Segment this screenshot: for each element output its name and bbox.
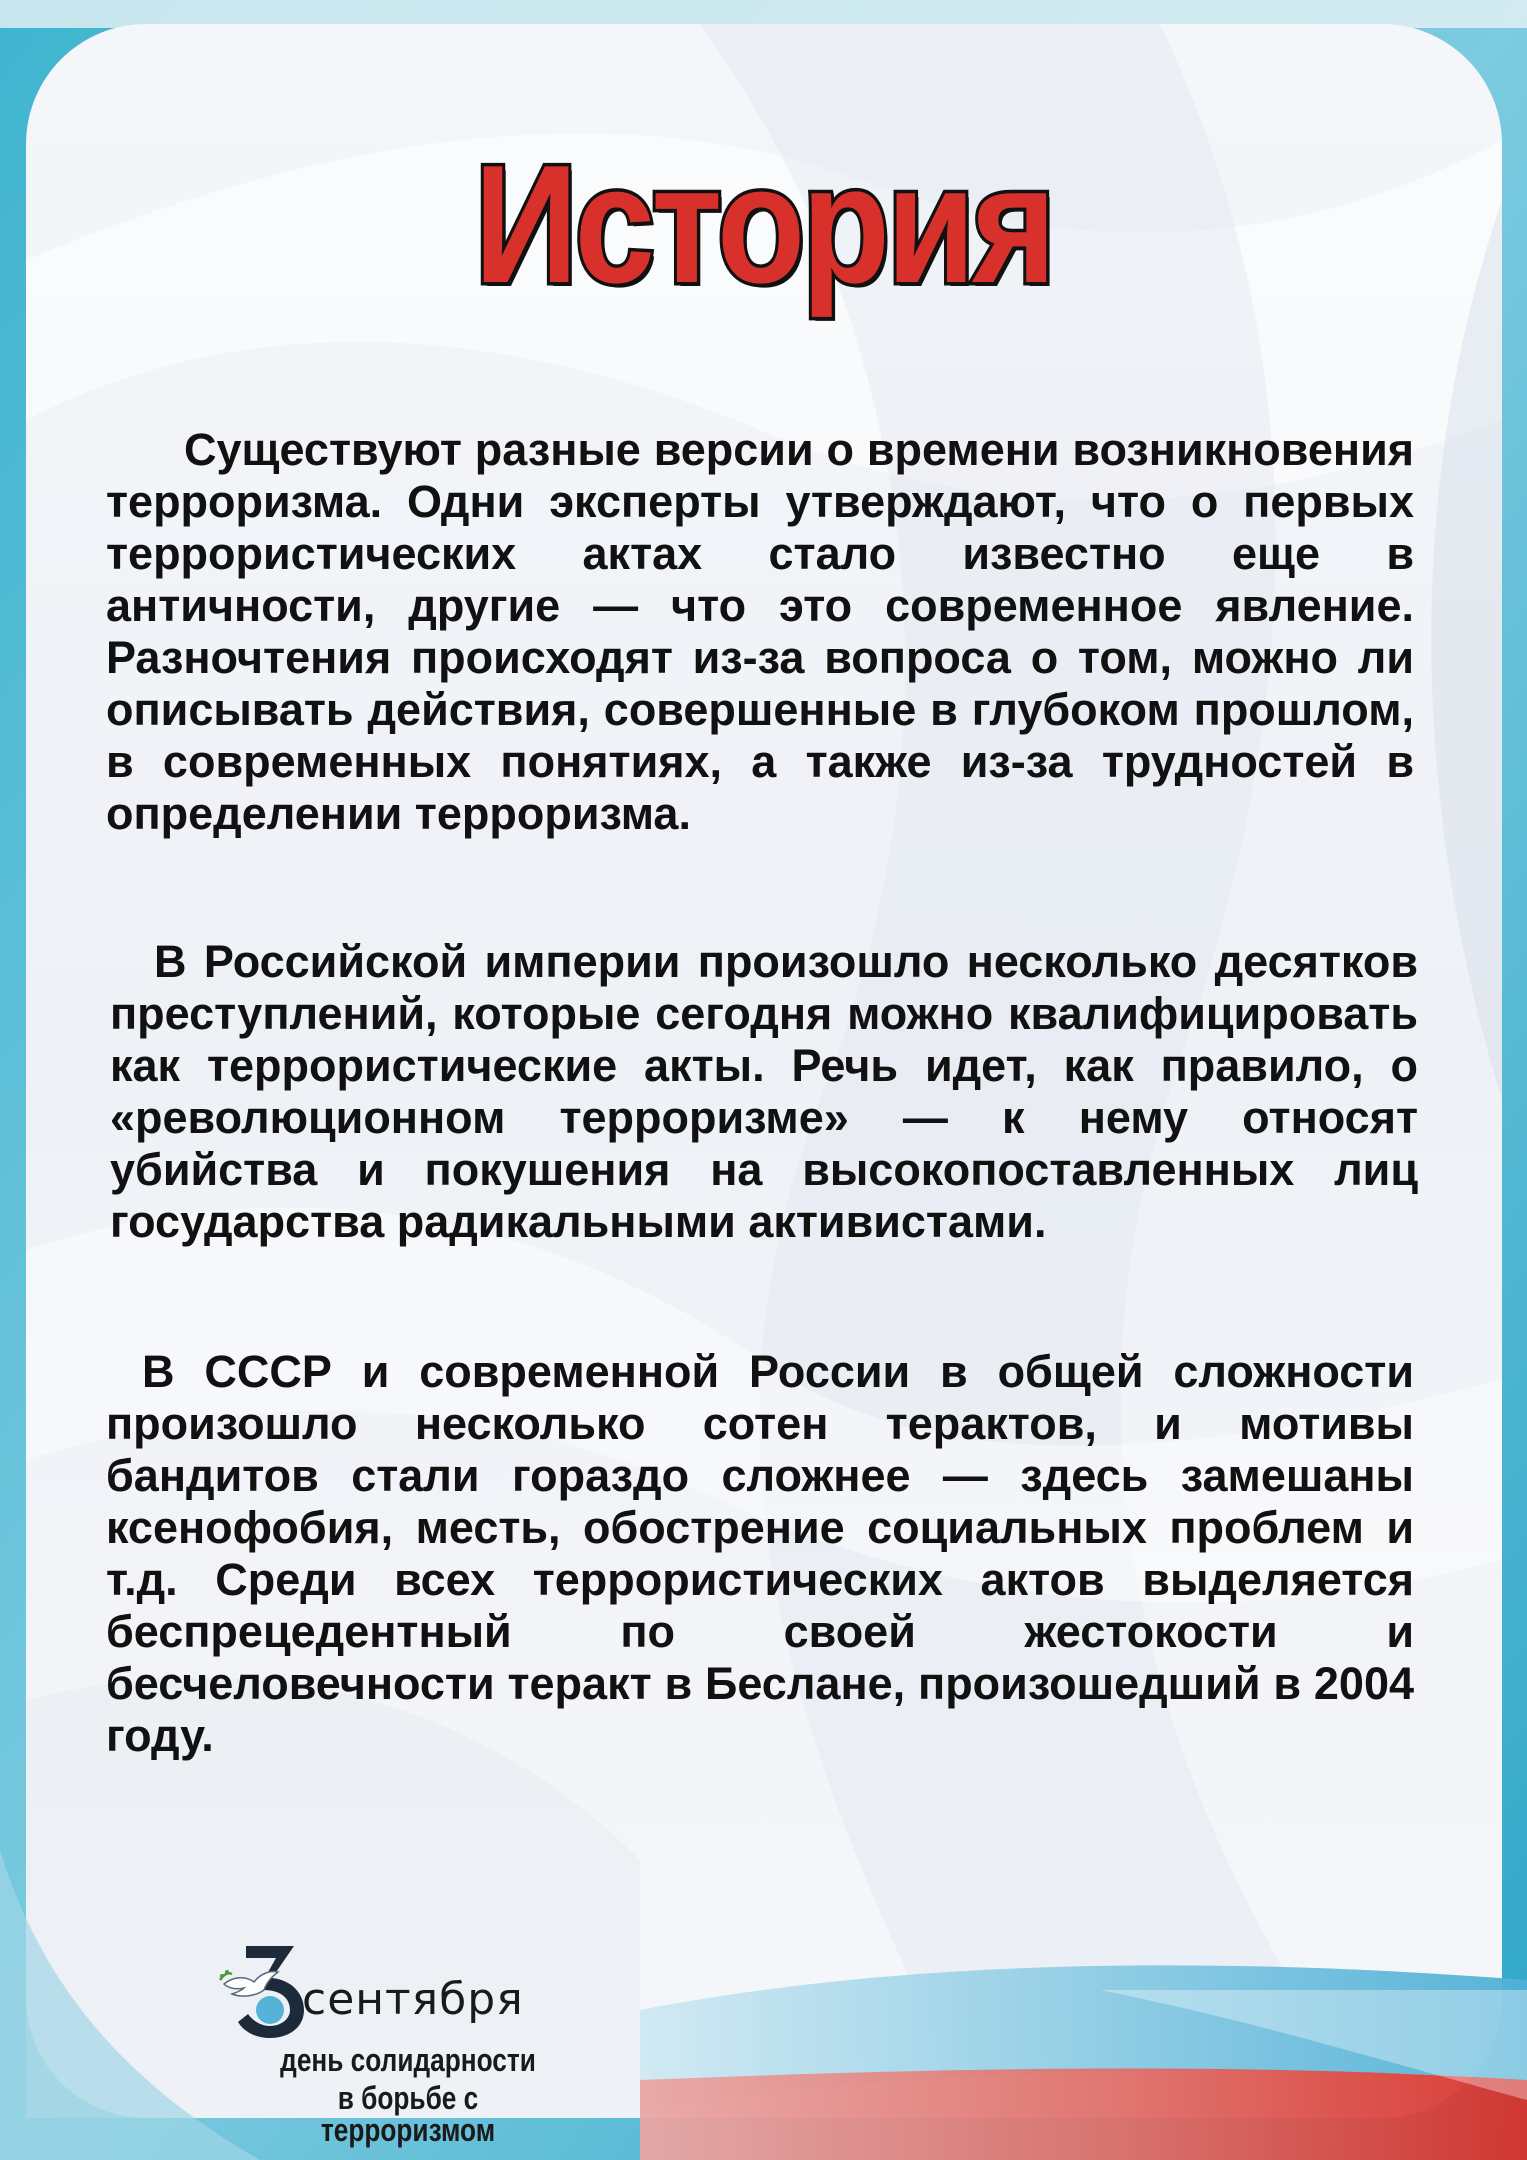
logo-line-against-terrorism: в борьбе с терроризмом [320, 2080, 496, 2148]
paragraph-russian-empire: В Российской империи произошло несколько десятков преступлений, которые сегодня можно квалифицировать как террористические акты. Речь идет, как правило, о «революционном терроризме» — к нему относят убийства и покушения на высокопоставленных лиц государства радикальными активистами. [110, 936, 1418, 1247]
solidarity-day-logo [218, 1940, 598, 2148]
logo-line-solidarity: день солидарности [280, 2042, 536, 2078]
paragraph-ussr-russia: В СССР и современной России в общей сложности произошло несколько сотен терактов, и мотивы бандитов стали гораздо сложнее — здесь замешаны ксенофобия, месть, обострение социальных проблем и т.д. Среди всех террористических актов выделяется беспрецедентный по своей жестокости и бесчеловечности теракт в Беслане, произошедший в 2004 году. [106, 1346, 1414, 1761]
logo-word-september: сентября [302, 1974, 524, 2025]
paragraph-origins: Существуют разные версии о времени возникновения терроризма. Одни эксперты утверждают, что о первых террористических актах стало известно еще в античности, другие — что это современное явление. Разночтения происходят из-за вопроса о том, можно ли описывать действия, совершенные в глубоком прошлом, в современных понятиях, а также из-за трудностей в определении терроризма. [106, 424, 1414, 839]
page-title: История [474, 130, 1053, 318]
